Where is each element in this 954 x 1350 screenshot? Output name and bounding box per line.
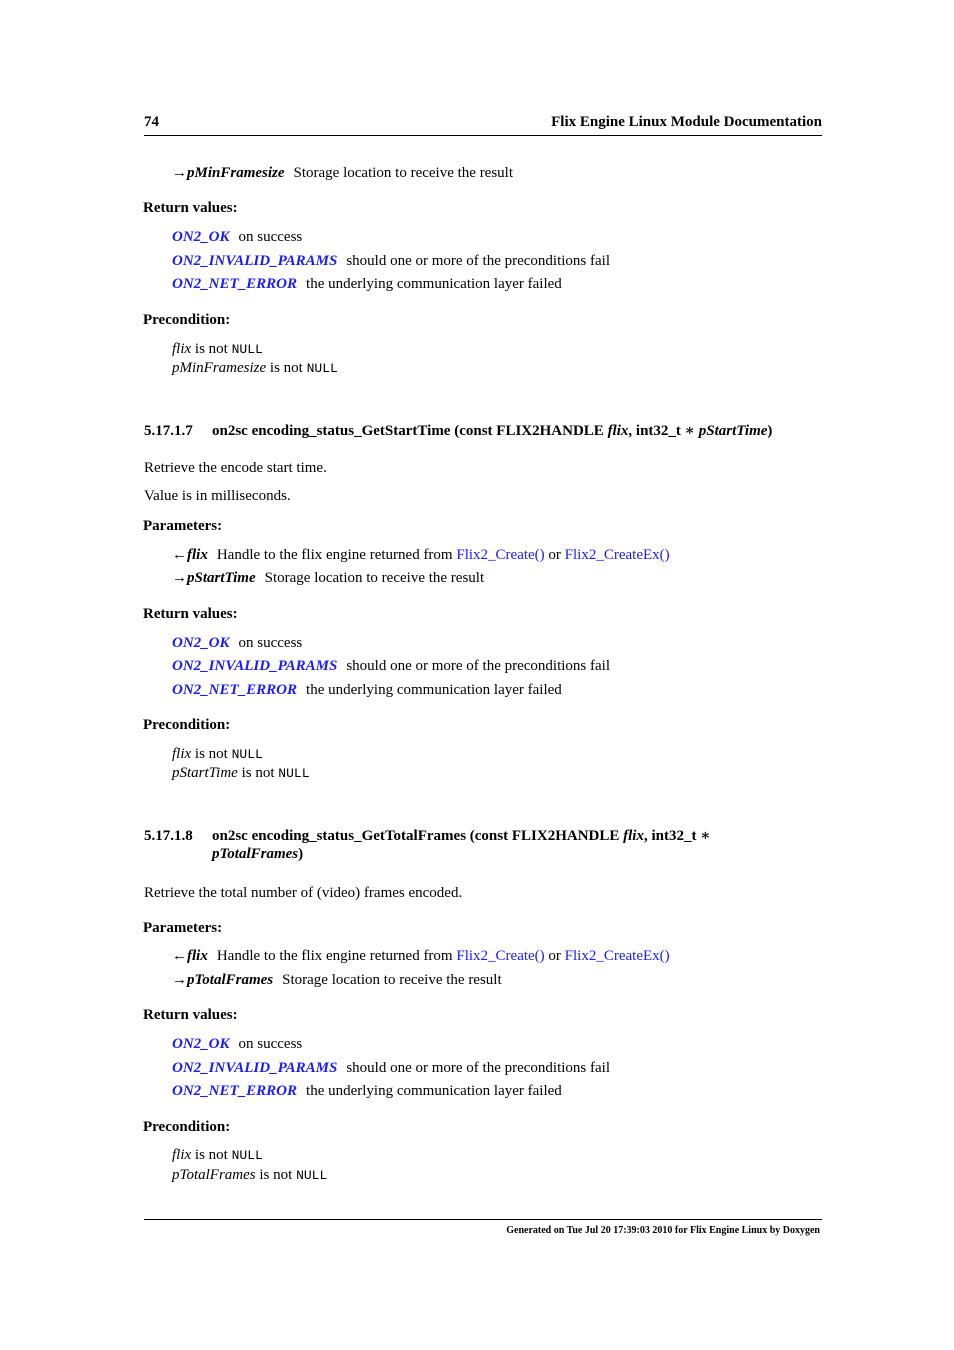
section-number: 5.17.1.8 [144, 828, 193, 844]
on2-invalid-params-link[interactable]: ON2_INVALID_PARAMS [172, 253, 338, 269]
section-heading-gettotalframes: 5.17.1.8 on2sc encoding_status_GetTotalFrames (const FLIX2HANDLE flix, int32_t ∗ [144, 828, 711, 844]
retval-row-ok: ON2_OK on success [172, 1036, 303, 1052]
section-number: 5.17.1.7 [144, 423, 193, 439]
precondition-line: pStartTime is not NULL [172, 765, 310, 781]
section-heading-getstarttime: 5.17.1.7 on2sc encoding_status_GetStartTime (const FLIX2HANDLE flix, int32_t ∗ pStartTime) [144, 423, 773, 439]
precondition-line: flix is not NULL [172, 746, 263, 762]
in-arrow-icon: ← [172, 948, 187, 964]
precondition-heading: Precondition: [143, 312, 231, 328]
param-row-ptotalframes: →pTotalFrames Storage location to receive the result [172, 972, 502, 988]
flix2-create-link[interactable]: Flix2_Create() [456, 948, 545, 964]
flix2-create-link[interactable]: Flix2_Create() [456, 547, 545, 563]
param-name: pMinFramesize [187, 165, 285, 181]
flix2-createex-link[interactable]: Flix2_CreateEx() [564, 948, 670, 964]
return-values-heading: Return values: [143, 1007, 238, 1023]
param-row-pstarttime: →pStartTime Storage location to receive the result [172, 570, 485, 586]
param-row-flix: ←flix Handle to the flix engine returned from Flix2_Create() or Flix2_CreateEx() [172, 948, 670, 964]
retval-row-invalid: ON2_INVALID_PARAMS should one or more of the preconditions fail [172, 658, 610, 674]
section-description: Retrieve the encode start time. [144, 460, 327, 476]
running-title: Flix Engine Linux Module Documentation [551, 114, 822, 130]
on2-ok-link[interactable]: ON2_OK [172, 229, 230, 245]
header-rule [144, 135, 822, 136]
param-desc: Storage location to receive the result [293, 165, 514, 181]
retval-row-ok: ON2_OK on success [172, 229, 303, 245]
out-arrow-icon: → [172, 972, 187, 988]
in-arrow-icon: ← [172, 547, 187, 563]
on2-ok-link[interactable]: ON2_OK [172, 1036, 230, 1052]
page-number: 74 [144, 114, 159, 130]
retval-row-net-error: ON2_NET_ERROR the underlying communication layer failed [172, 682, 562, 698]
retval-row-ok: ON2_OK on success [172, 635, 303, 651]
page-footer: Generated on Tue Jul 20 17:39:03 2010 for Flix Engine Linux by Doxygen [506, 1225, 820, 1236]
parameters-heading: Parameters: [143, 518, 223, 534]
param-row-flix: ←flix Handle to the flix engine returned from Flix2_Create() or Flix2_CreateEx() [172, 547, 670, 563]
section-heading-continued: pTotalFrames) [212, 846, 304, 862]
retval-row-net-error: ON2_NET_ERROR the underlying communication layer failed [172, 1083, 562, 1099]
out-arrow-icon: → [172, 165, 187, 181]
retval-row-net-error: ON2_NET_ERROR the underlying communication layer failed [172, 276, 562, 292]
retval-row-invalid: ON2_INVALID_PARAMS should one or more of the preconditions fail [172, 253, 610, 269]
param-row-pminframesize [172, 165, 513, 182]
on2-net-error-link[interactable]: ON2_NET_ERROR [172, 276, 298, 292]
precondition-line: flix is not NULL [172, 341, 263, 357]
out-arrow-icon: → [172, 570, 187, 586]
on2-net-error-link[interactable]: ON2_NET_ERROR [172, 682, 298, 698]
flix2-createex-link[interactable]: Flix2_CreateEx() [564, 547, 670, 563]
section-description: Retrieve the total number of (video) frames encoded. [144, 885, 463, 901]
on2-net-error-link[interactable]: ON2_NET_ERROR [172, 1083, 298, 1099]
precondition-line: flix is not NULL [172, 1147, 263, 1163]
section-description: Value is in milliseconds. [144, 488, 291, 504]
footer-rule [144, 1219, 822, 1220]
return-values-heading: Return values: [143, 200, 238, 216]
precondition-heading: Precondition: [143, 717, 231, 733]
precondition-line: pTotalFrames is not NULL [172, 1167, 328, 1183]
precondition-heading: Precondition: [143, 1119, 231, 1135]
on2-invalid-params-link[interactable]: ON2_INVALID_PARAMS [172, 658, 338, 674]
return-values-heading: Return values: [143, 606, 238, 622]
retval-row-invalid: ON2_INVALID_PARAMS should one or more of the preconditions fail [172, 1060, 610, 1076]
on2-ok-link[interactable]: ON2_OK [172, 635, 230, 651]
precondition-line: pMinFramesize is not NULL [172, 360, 338, 376]
on2-invalid-params-link[interactable]: ON2_INVALID_PARAMS [172, 1060, 338, 1076]
parameters-heading: Parameters: [143, 920, 223, 936]
